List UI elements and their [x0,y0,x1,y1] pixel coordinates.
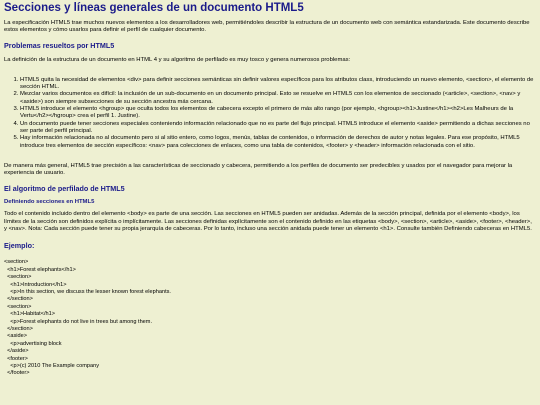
list-item: 4. Un documento puede tener secciones especiales conteniendo información relacionado que no es parte del flujo principal. HTML5 introduce el elemento <aside> permitiendo a dichas secciones no ser parte del perfil principal. [20,121,534,136]
page-title: Secciones y líneas generales de un documento HTML5 [4,2,304,14]
code-example: <section> <h1>Forest elephants</h1> <section> <h1>Introduction</h1> <p>In this section, we discuss the lesser known forest elephants. </section> <section> <h1>Habitat</h1> <p>Forest elephants do not live in trees but among them. </section> <aside> <p>advertising block </aside> <footer> <p>(c) 2010 The Example company </footer> [4,259,171,377]
list-item: 3. HTML5 introduce el elemento <hgroup> que oculta todos los elementos de cabecera excepto el primero de más alto rango (por ejemplo, <hgroup><h1>Justine</h1><h2>Les Malheurs de la Vertu</h2></hgroup> crea el perfil 1. Justine). [20,106,534,121]
example-heading: Ejemplo: [4,241,35,251]
sections-heading: Definiendo secciones en HTML5 [4,199,95,206]
problems-intro: La definición de la estructura de un documento en HTML 4 y su algoritmo de perfilado es muy tosco y genera numerosos problemas: [4,56,351,63]
list-item: 5. Hay información relacionada no al documento pero si al sitio entero, como logos, menús, tablas de contenidos, o información de derechos de autor y notas legales. Para ese propósito, HTML5 introduce tres elementos de sección específicos: <nav> para colecciones de enlaces, como una tabla de contenidos, <footer> y <header> información relacionada con el sitio. [20,135,534,150]
list-item: 2. Mezclar varios documentos es difícil: la inclusión de un sub-documento en un documento principal. Esto se resuelve en HTML5 con los elementos de seccionado (<article>, <section>, <nav> y <aside>) son siempre subsecciones de su sección ancestra más cercana. [20,91,534,106]
algorithm-heading: El algoritmo de perfilado de HTML5 [4,184,125,194]
problems-list [4,77,534,150]
summary-paragraph: De manera más general, HTML5 trae precisión a las características de seccionado y cabecera, permitiendo a los perfiles de documento ser predecibles y usados por el navegador para mejorar la experiencia de usuario. [4,162,513,177]
sections-paragraph: Todo el contenido incluido dentro del elemento <body> es parte de una sección. Las secciones en HTML5 pueden ser anidadas. Además de la sección principal, definida por el elemento <body>, los límites de la sección son definidos explícita o implícitamente. Las secciones definidas explícitamente son el contenido definido en las etiquetas <body>, <section>, <article>, <aside>, <footer>, <header>, y <nav>. Nota: Cada sección puede tener su propia jerarquía de cabeceras. Por lo tanto, incluso una sección anidada puede tener un elemento <h1>. Consulte también Definiendo cabeceras en HTML5. [4,211,532,233]
document-page [4,2,534,378]
problems-heading: Problemas resueltos por HTML5 [4,40,115,50]
intro-paragraph: La especificación HTML5 trae muchos nuevos elementos a los desarrolladores web, permitiéndoles describir la estructura de un documento web con semántica estandarizada. Este documento describe estos elementos y cómo usarlos para definir el perfil de cualquier documento. [4,20,530,34]
list-item: 1. HTML5 quita la necesidad de elementos <div> para definir secciones semánticas sin definir valores específicos para los atributos class, introduciendo un nuevo elemento, <section>, el elemento de sección HTML. [20,77,534,92]
